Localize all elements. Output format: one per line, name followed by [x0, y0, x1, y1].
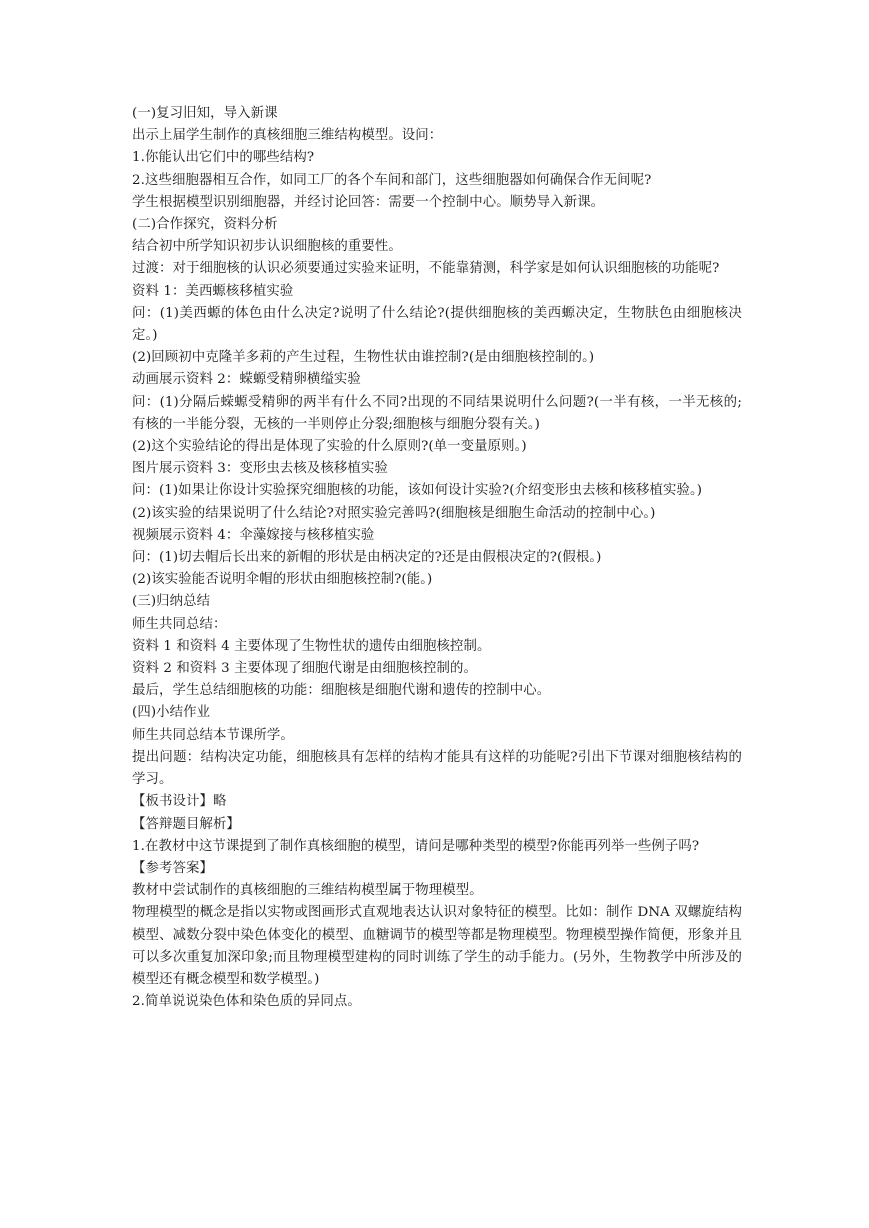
section-heading-review: (一)复习旧知，导入新课: [132, 106, 278, 121]
paragraph: 学生根据模型识别细胞器，并经讨论回答：需要一个控制中心。顺势导入新课。: [132, 194, 605, 210]
question-item: 问：(1)美西螈的体色由什么决定?说明了什么结论?(提供细胞核的美西螈决定，生物肤色由细胞核决定。): [132, 305, 742, 344]
defense-heading: 【答辩题目解析】: [132, 816, 240, 832]
question-item: 2.这些细胞器相互合作，如同工厂的各个车间和部门，这些细胞器如何确保合作无间呢?: [132, 172, 652, 188]
question-item: (2)这个实验结论的得出是体现了实验的什么原则?(单一变量原则。): [132, 439, 527, 455]
question-item: 1.在教材中这节课提到了制作真核细胞的模型，请问是哪种类型的模型?你能再列举一些例子吗?: [132, 838, 700, 854]
document-body: [132, 103, 742, 1013]
paragraph: 结合初中所学知识初步认识细胞核的重要性。: [132, 239, 402, 255]
paragraph: 提出问题：结构决定功能，细胞核具有怎样的结构才能具有这样的功能呢?引出下节课对细胞核结构的学习。: [132, 749, 742, 788]
section-heading-homework: (四)小结作业: [132, 705, 211, 721]
paragraph: 师生共同总结：: [132, 616, 227, 632]
answer-heading: 【参考答案】: [132, 860, 213, 876]
question-item: (2)回顾初中克隆羊多莉的产生过程，生物性状由谁控制?(是由细胞核控制的。): [132, 350, 595, 366]
question-item: (2)该实验能否说明伞帽的形状由细胞核控制?(能。): [132, 572, 433, 588]
question-item: 2.简单说说染色体和染色质的异同点。: [132, 994, 361, 1010]
paragraph: 教材中尝试制作的真核细胞的三维结构模型属于物理模型。: [132, 883, 483, 899]
paragraph: 最后，学生总结细胞核的功能：细胞核是细胞代谢和遗传的控制中心。: [132, 683, 551, 699]
question-item: 问：(1)切去帽后长出来的新帽的形状是由柄决定的?还是由假根决定的?(假根。): [132, 550, 602, 566]
question-item: 问：(1)如果让你设计实验探究细胞核的功能，该如何设计实验?(介绍变形虫去核和核移植实验。): [132, 483, 703, 499]
board-design-heading: 【板书设计】略: [132, 794, 227, 810]
paragraph: 物理模型的概念是指以实物或图画形式直观地表达认识对象特征的模型。比如：制作 DNA 双螺旋结构模型、减数分裂中染色体变化的模型、血糖调节的模型等都是物理模型。物理模型操作简便，形象并且可以多次重复加深印象;而且物理模型建构的同时训练了学生的动手能力。(另外，生物教学中所涉及的模型还有概念模型和数学模型。): [132, 905, 742, 987]
question-item: 1.你能认出它们中的哪些结构?: [132, 150, 315, 166]
question-item: (2)该实验的结果说明了什么结论?对照实验完善吗?(细胞核是细胞生命活动的控制中心。): [132, 505, 656, 521]
section-heading-summary: (三)归纳总结: [132, 594, 211, 610]
material-heading: 视频展示资料 4：伞藻嫁接与核移植实验: [132, 527, 375, 543]
material-heading: 资料 1：美西螈核移植实验: [132, 283, 294, 299]
paragraph: 过渡：对于细胞核的认识必须要通过实验来证明，不能靠猜测，科学家是如何认识细胞核的功能呢?: [132, 261, 720, 277]
question-item: 问：(1)分隔后蝾螈受精卵的两半有什么不同?出现的不同结果说明什么问题?(一半有核，一半无核的;有核的一半能分裂，无核的一半则停止分裂;细胞核与细胞分裂有关。): [132, 394, 742, 432]
paragraph: 师生共同总结本节课所学。: [132, 727, 294, 743]
paragraph: 资料 1 和资料 4 主要体现了生物性状的遗传由细胞核控制。: [132, 638, 491, 654]
section-heading-explore: (二)合作探究，资料分析: [132, 217, 278, 233]
material-heading: 图片展示资料 3：变形虫去核及核移植实验: [132, 461, 388, 477]
material-heading: 动画展示资料 2：蝾螈受精卵横缢实验: [132, 372, 361, 388]
paragraph: 出示上届学生制作的真核细胞三维结构模型。设问：: [132, 128, 443, 144]
paragraph: 资料 2 和资料 3 主要体现了细胞代谢是由细胞核控制的。: [132, 661, 477, 677]
